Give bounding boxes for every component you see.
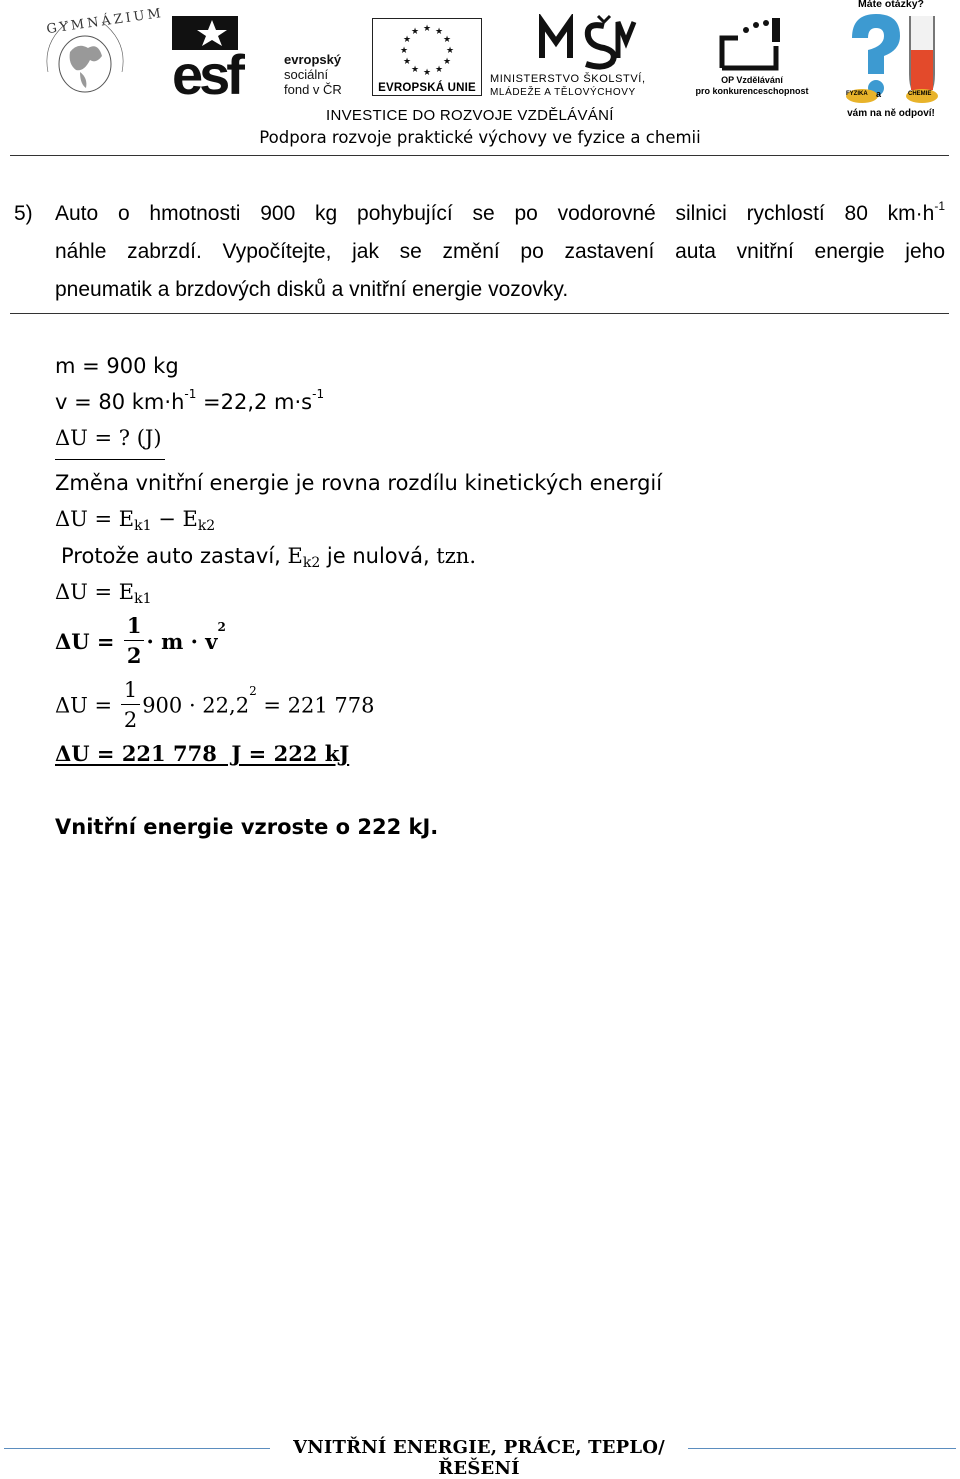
esf-text [284,52,342,97]
esf-text-line1: evropský [284,52,342,67]
note-a: Protože auto zastaví, [61,544,288,568]
eq1-mid: − E [151,507,198,531]
eq2-left: ΔU = E [55,580,135,604]
task-line-1-sup: -1 [934,199,945,213]
svg-text:★: ★ [402,35,412,45]
note-c: tzn. [436,544,476,568]
eq4-left: ΔU = [55,693,119,718]
mate-otazky-chemie: CHEMIE [908,91,932,97]
given-velocity-sup2: -1 [312,387,325,401]
eq3-fraction [124,612,145,671]
eq4-den: 2 [123,708,138,732]
footer-rule-left [4,1448,270,1449]
msmt-text [490,73,690,99]
note-b: je nulová, [320,544,437,568]
svg-text:★: ★ [422,68,432,78]
conclusion: Vnitřní energie vzroste o 222 kJ. [55,815,439,839]
solution-note [61,544,476,571]
eq4-mid: 900 · 22,2 [142,693,250,718]
eq1-sub2: k2 [197,518,216,534]
solution-explanation: Změna vnitřní energie je rovna rozdílu kinetických energií [55,471,663,495]
given-mass: m = 900 kg [55,354,179,378]
task-line-2: náhle zabrzdí. Vypočítejte, jak se změní po zastavení auta vnitřní energie jeho [55,240,945,263]
svg-text:★: ★ [442,35,452,45]
task-number: 5) [14,202,33,225]
svg-text:★: ★ [434,65,444,75]
svg-text:★: ★ [402,57,412,67]
eq3-right: · m · v [146,629,218,654]
task-separator [10,313,949,314]
eq4-right: = 221 778 [256,693,375,718]
svg-text:★: ★ [445,46,455,56]
eq3-num: 1 [124,612,145,641]
svg-text:★: ★ [422,24,432,34]
project-title: Podpora rozvoje praktické výchovy ve fyzice a chemii [259,128,701,147]
unknown-underline [55,459,165,460]
equation-4 [55,676,375,735]
header-rule [10,155,949,156]
given-velocity-a: v = 80 km·h [55,390,185,414]
given-velocity [55,387,325,414]
svg-text:★: ★ [410,27,420,37]
mate-otazky-subtitle: vám na ně odpoví! [847,108,935,119]
svg-text:★: ★ [442,57,452,67]
svg-text:★: ★ [399,46,409,56]
op-text-line2: pro konkurenceschopnost [695,86,809,96]
equation-2 [55,580,152,607]
msmt-logo [538,14,638,74]
eu-label: EVROPSKÁ UNIE [378,82,476,94]
op-logo [716,16,786,72]
result-equation: ΔU = 221 778 J = 222 kJ [55,741,350,766]
footer-title: VNITŘNÍ ENERGIE, PRÁCE, TEPLO/ŘEŠENÍ [293,1437,665,1479]
mate-otazky-fyzika: FYZIKA [846,91,868,97]
task-line-1-text: Auto o hmotnosti 900 kg pohybující se po vodorovné silnici rychlostí 80 km·h [55,202,935,225]
esf-text-line3: fond v ČR [284,82,342,97]
msmt-text-line1: MINISTERSTVO ŠKOLSTVÍ, [490,73,646,85]
svg-text:★: ★ [410,65,420,75]
eq4-fraction [121,676,140,735]
op-text-line1: OP Vzdělávání [721,75,783,85]
mate-otazky-title: Máte otázky? [858,0,924,10]
op-text [688,75,816,97]
eq1-left: ΔU = E [55,507,135,531]
given-unknown: ΔU = ? (J) [55,426,162,450]
given-velocity-sup1: -1 [184,387,197,401]
task-line-3: pneumatik a brzdových disků a vnitřní energie vozovky. [55,278,569,301]
eu-stars-icon [373,19,481,81]
footer-rule-right [688,1448,956,1449]
equation-3 [55,612,226,671]
eq3-den: 2 [126,643,142,668]
svg-text:★: ★ [434,27,444,37]
mate-otazky-a: a [876,89,882,99]
task-line-1 [55,199,945,226]
eq4-sup: 2 [249,684,257,698]
equation-1 [55,507,215,534]
esf-text-line2: sociální [284,67,329,82]
given-velocity-b: =22,2 m·s [196,390,313,414]
eq4-num: 1 [121,676,140,705]
note-sub: k2 [302,555,321,571]
gymnazium-logo-text: GYMNÁZIUM [45,5,165,38]
eq3-sup: 2 [217,620,226,634]
eq1-sub1: k1 [134,518,152,534]
eq2-sub: k1 [134,591,152,607]
eq3-left: ΔU = [55,629,122,654]
svg-text:esf: esf [172,43,241,98]
note-e: E [287,544,303,568]
msmt-text-line2: MLÁDEŽE A TĚLOVÝCHOVY [490,87,636,98]
invest-banner: INVESTICE DO ROZVOJE VZDĚLÁVÁNÍ [326,107,614,124]
